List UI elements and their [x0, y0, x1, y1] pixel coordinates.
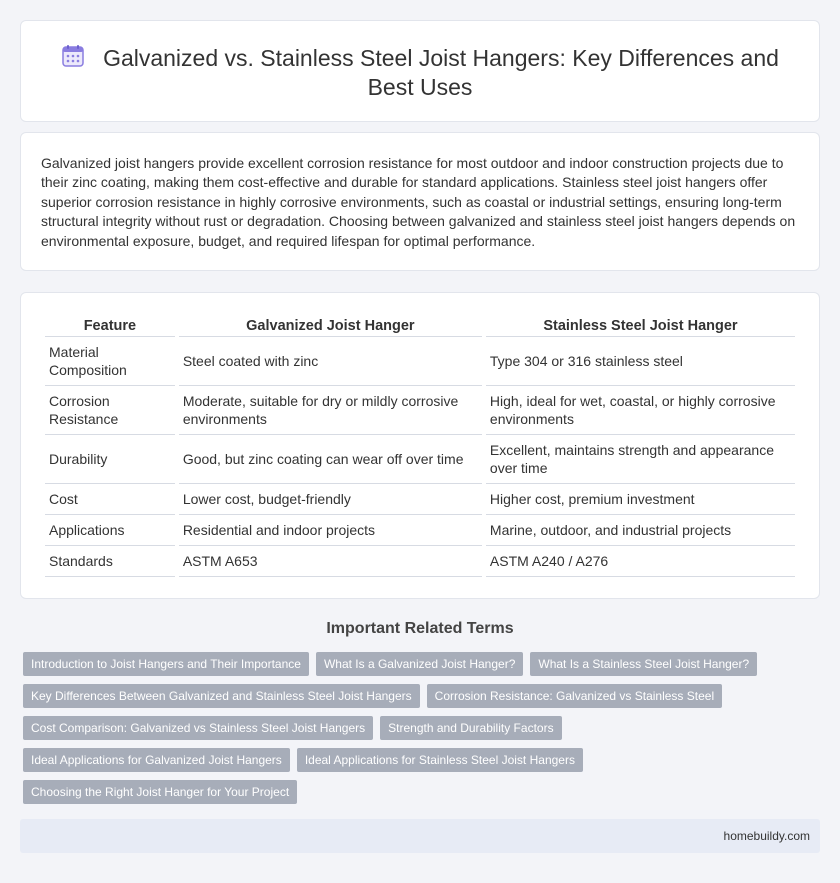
table-row — [45, 484, 795, 515]
related-term-tag[interactable]: Strength and Durability Factors — [380, 716, 561, 740]
header-galvanized: Galvanized Joist Hanger — [179, 315, 482, 337]
table-cell: Durability — [45, 435, 175, 484]
table-row — [45, 337, 795, 386]
table-cell: Cost — [45, 484, 175, 515]
table-cell: ASTM A240 / A276 — [486, 546, 795, 577]
related-term-tag[interactable]: Ideal Applications for Stainless Steel Joist Hangers — [297, 748, 583, 772]
table-cell: ASTM A653 — [179, 546, 482, 577]
table-cell: Marine, outdoor, and industrial projects — [486, 515, 795, 546]
related-term-tag[interactable]: Key Differences Between Galvanized and Stainless Steel Joist Hangers — [23, 684, 420, 708]
table-cell: Good, but zinc coating can wear off over time — [179, 435, 482, 484]
table-cell: Moderate, suitable for dry or mildly corrosive environments — [179, 386, 482, 435]
intro-paragraph: Galvanized joist hangers provide excellent corrosion resistance for most outdoor and indoor construction projects due to their zinc coating, making them cost-effective and durable for standard applications. Stainless steel joist hangers offer superior corrosion resistance in highly corrosive environments, such as coastal or industrial settings, ensuring long-term structural integrity without rust or degradation. Choosing between galvanized and stainless steel joist hangers depends on environmental exposure, budget, and required lifespan for optimal performance. — [41, 155, 796, 249]
comparison-table — [41, 315, 799, 577]
table-cell: Standards — [45, 546, 175, 577]
related-term-tag[interactable]: Corrosion Resistance: Galvanized vs Stainless Steel — [427, 684, 722, 708]
related-term-tag[interactable]: Choosing the Right Joist Hanger for Your Project — [23, 780, 297, 804]
table-cell: Material Composition — [45, 337, 175, 386]
table-row — [45, 386, 795, 435]
table-cell: Type 304 or 316 stainless steel — [486, 337, 795, 386]
page-title: Galvanized vs. Stainless Steel Joist Hangers: Key Differences and Best Uses — [103, 45, 779, 100]
header-feature: Feature — [45, 315, 175, 337]
related-term-tag[interactable]: What Is a Galvanized Joist Hanger? — [316, 652, 523, 676]
related-term-tag[interactable]: What Is a Stainless Steel Joist Hanger? — [530, 652, 757, 676]
table-cell: Applications — [45, 515, 175, 546]
related-term-tag[interactable]: Cost Comparison: Galvanized vs Stainless Steel Joist Hangers — [23, 716, 373, 740]
title-wrap — [21, 44, 819, 102]
intro-card — [20, 132, 820, 271]
table-cell: Lower cost, budget-friendly — [179, 484, 482, 515]
table-cell: Residential and indoor projects — [179, 515, 482, 546]
table-row — [45, 546, 795, 577]
table-cell: Higher cost, premium investment — [486, 484, 795, 515]
header-stainless: Stainless Steel Joist Hanger — [486, 315, 795, 337]
header-card — [20, 20, 820, 122]
table-cell: Corrosion Resistance — [45, 386, 175, 435]
related-term-tag[interactable]: Ideal Applications for Galvanized Joist Hangers — [23, 748, 290, 772]
related-terms-heading: Important Related Terms — [326, 620, 514, 637]
related-terms-list — [23, 652, 783, 804]
footer — [20, 819, 820, 853]
comparison-table-card — [20, 292, 820, 599]
table-header-row — [45, 315, 795, 337]
table-cell: Steel coated with zinc — [179, 337, 482, 386]
table-row — [45, 435, 795, 484]
related-term-tag[interactable]: Introduction to Joist Hangers and Their Importance — [23, 652, 309, 676]
footer-site-name: homebuildy.com — [723, 829, 810, 843]
table-cell: Excellent, maintains strength and appearance over time — [486, 435, 795, 484]
calendar-icon — [61, 44, 85, 68]
table-cell: High, ideal for wet, coastal, or highly corrosive environments — [486, 386, 795, 435]
table-row — [45, 515, 795, 546]
